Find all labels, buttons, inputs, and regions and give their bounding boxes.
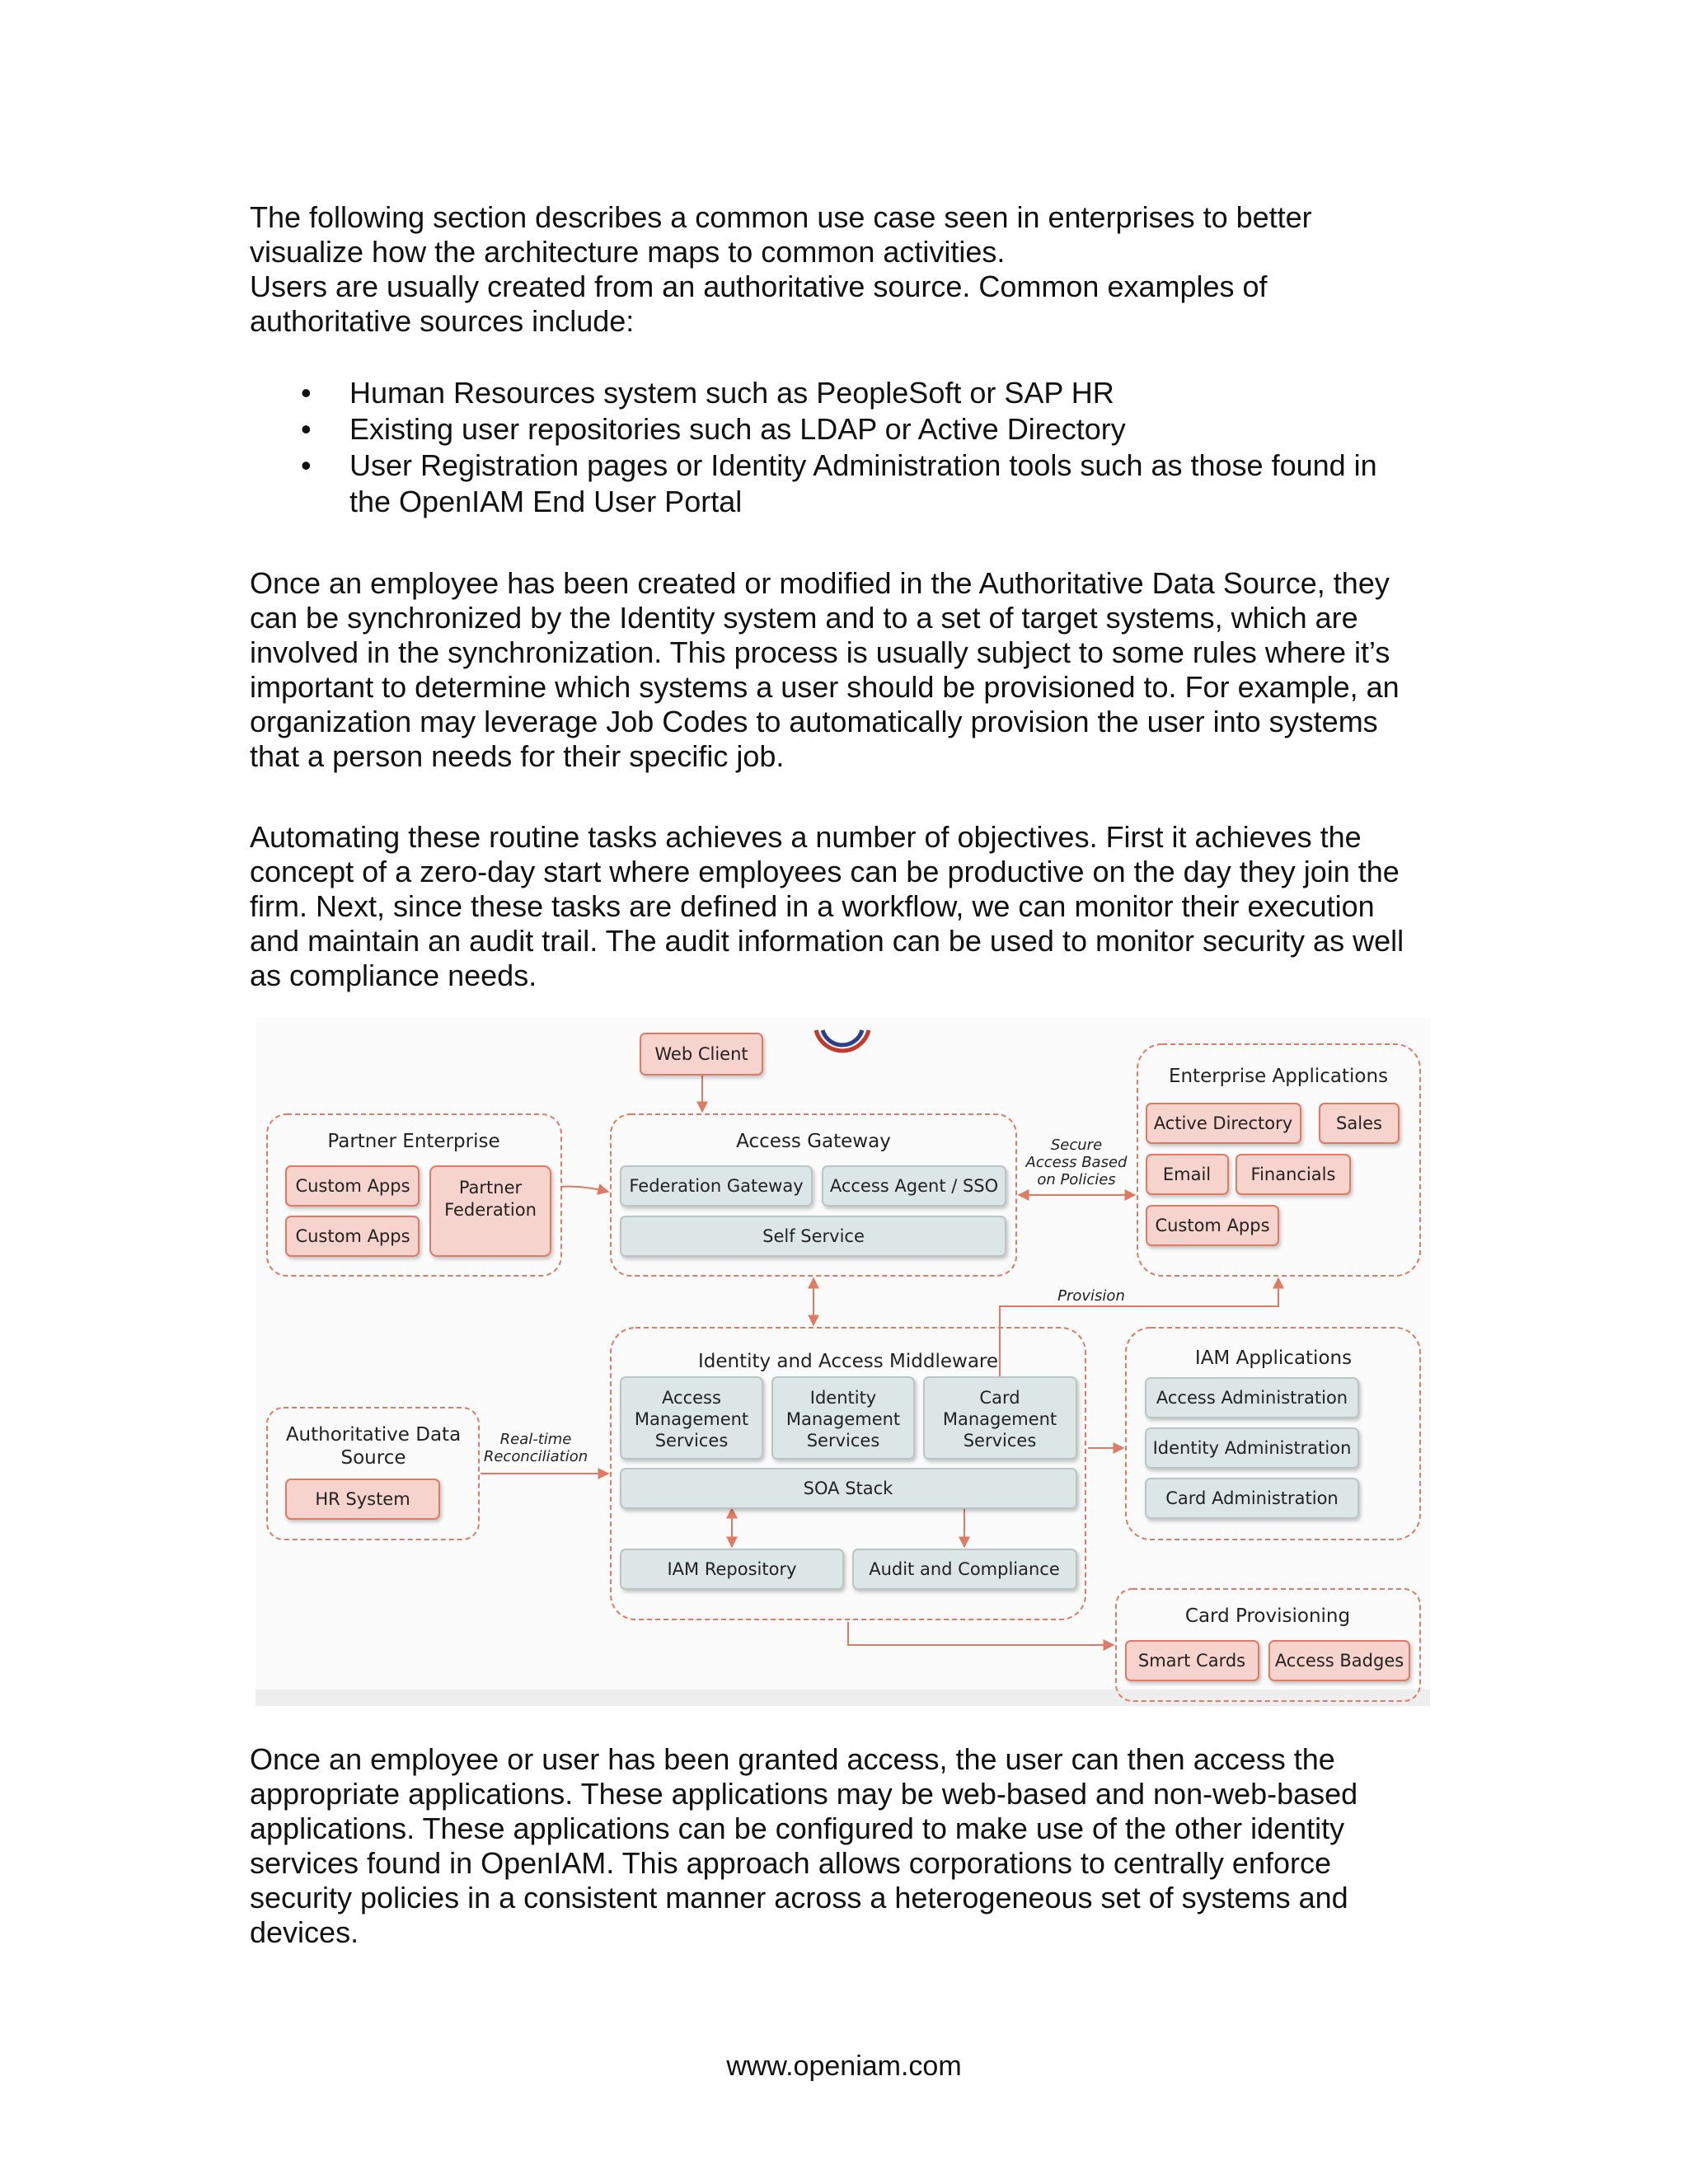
access-badges-label: Access Badges (1274, 1651, 1404, 1671)
intro-line: authoritative sources include: (250, 304, 635, 338)
card-provisioning-title: Card Provisioning (1184, 1605, 1351, 1627)
paragraph-line: that a person needs for their specific job. (250, 739, 785, 773)
secure-access-label: Secure (1050, 1137, 1103, 1154)
intro-paragraph (250, 200, 1453, 339)
realtime-reconciliation-label: Reconciliation (483, 1448, 588, 1465)
access-management-label: Services (654, 1431, 729, 1451)
paragraph-line: applications. These applications can be configured to make use of the other identity (250, 1811, 1345, 1845)
authoritative-source-title: Source (340, 1447, 406, 1469)
footer-url: www.openiam.com (726, 2050, 962, 2082)
soa-stack-label: SOA Stack (803, 1479, 893, 1498)
iam-applications-title: IAM Applications (1194, 1347, 1353, 1369)
bullet-glyph: • (301, 412, 312, 446)
partner-federation-label: Federation (444, 1200, 537, 1220)
active-directory-label: Active Directory (1153, 1113, 1293, 1133)
identity-management-label: Management (785, 1409, 901, 1429)
partner-federation-label: Partner (458, 1178, 523, 1197)
list-item (250, 448, 1377, 520)
secure-access-label: Access Based (1025, 1154, 1128, 1171)
web-client-label: Web Client (654, 1044, 748, 1064)
architecture-diagram (256, 1018, 1430, 1706)
list-item-text: Existing user repositories such as LDAP or Active Directory (349, 412, 1126, 446)
middleware-title: Identity and Access Middleware (697, 1351, 999, 1372)
card-administration-label: Card Administration (1165, 1488, 1339, 1508)
paragraph-line: as compliance needs. (250, 958, 537, 992)
paragraph-line: Once an employee has been created or modified in the Authoritative Data Source, they (250, 566, 1390, 600)
intro-line: Users are usually created from an authoritative source. Common examples of (250, 269, 1268, 303)
access-agent-label: Access Agent / SSO (829, 1176, 999, 1196)
iam-repository-label: IAM Repository (667, 1559, 797, 1579)
card-management-label: Services (963, 1431, 1037, 1451)
paragraph-line: Once an employee or user has been granted access, the user can then access the (250, 1742, 1335, 1776)
self-service-label: Self Service (762, 1226, 865, 1246)
federation-gateway-label: Federation Gateway (629, 1176, 804, 1196)
list-item (250, 375, 1377, 411)
hr-system-label: HR System (315, 1489, 410, 1509)
provision-label: Provision (1057, 1287, 1125, 1305)
paragraph-line: involved in the synchronization. This process is usually subject to some rules where it’s (250, 635, 1390, 669)
financials-label: Financials (1250, 1165, 1336, 1184)
diagram-bottom-band (256, 1690, 1430, 1706)
paragraph-line: concept of a zero-day start where employees can be productive on the day they join the (250, 855, 1400, 888)
access-management-label: Access (662, 1388, 721, 1408)
list-item-text: the OpenIAM End User Portal (349, 485, 743, 518)
intro-line: The following section describes a common use case seen in enterprises to better (250, 200, 1312, 234)
paragraph-line: organization may leverage Job Codes to automatically provision the user into systems (250, 705, 1378, 738)
paragraph-line: devices. (250, 1915, 359, 1949)
intro-line: visualize how the architecture maps to common activities. (250, 235, 1006, 269)
paragraph-line: services found in OpenIAM. This approach allows corporations to centrally enforce (250, 1846, 1331, 1880)
paragraph-line: and maintain an audit trail. The audit information can be used to monitor security as well (250, 924, 1404, 958)
secure-access-label: on Policies (1037, 1171, 1116, 1188)
partner-enterprise-title: Partner Enterprise (327, 1131, 500, 1152)
identity-management-label: Services (806, 1431, 880, 1451)
access-administration-label: Access Administration (1156, 1388, 1348, 1408)
paragraph-line: appropriate applications. These applications may be web-based and non-web-based (250, 1777, 1358, 1811)
list-item (250, 411, 1377, 448)
paragraph-line: security policies in a consistent manner across a heterogeneous set of systems and (250, 1881, 1348, 1915)
list-item-text: Human Resources system such as PeopleSoft or SAP HR (349, 376, 1114, 410)
card-management-label: Management (942, 1409, 1057, 1429)
audit-compliance-label: Audit and Compliance (869, 1559, 1060, 1579)
email-label: Email (1162, 1165, 1212, 1184)
access-management-label: Management (634, 1409, 749, 1429)
paragraph-line: important to determine which systems a user should be provisioned to. For example, an (250, 670, 1400, 704)
sales-label: Sales (1336, 1113, 1382, 1133)
access-gateway-title: Access Gateway (736, 1131, 891, 1152)
sync-paragraph (250, 566, 1453, 774)
enterprise-applications-title: Enterprise Applications (1168, 1066, 1389, 1087)
paragraph-line: firm. Next, since these tasks are defined in a workflow, we can monitor their execution (250, 889, 1375, 923)
smart-cards-label: Smart Cards (1137, 1651, 1246, 1671)
custom-apps-label: Custom Apps (295, 1226, 410, 1246)
paragraph-line: Automating these routine tasks achieves a number of objectives. First it achieves the (250, 820, 1362, 854)
identity-administration-label: Identity Administration (1152, 1438, 1352, 1458)
identity-management-label: Identity (809, 1388, 877, 1408)
authoritative-sources-list (250, 375, 1377, 520)
custom-apps-label: Custom Apps (1155, 1216, 1270, 1235)
custom-apps-label: Custom Apps (295, 1176, 410, 1196)
authoritative-source-title: Authoritative Data (285, 1424, 462, 1446)
list-item-text: User Registration pages or Identity Administration tools such as those found in (349, 448, 1377, 482)
bullet-glyph: • (301, 448, 312, 482)
card-management-label: Card (979, 1388, 1020, 1408)
realtime-reconciliation-label: Real-time (499, 1431, 572, 1448)
automation-paragraph (250, 820, 1453, 993)
bullet-glyph: • (301, 376, 312, 410)
access-paragraph (250, 1742, 1453, 1950)
paragraph-line: can be synchronized by the Identity system and to a set of target systems, which are (250, 601, 1358, 635)
